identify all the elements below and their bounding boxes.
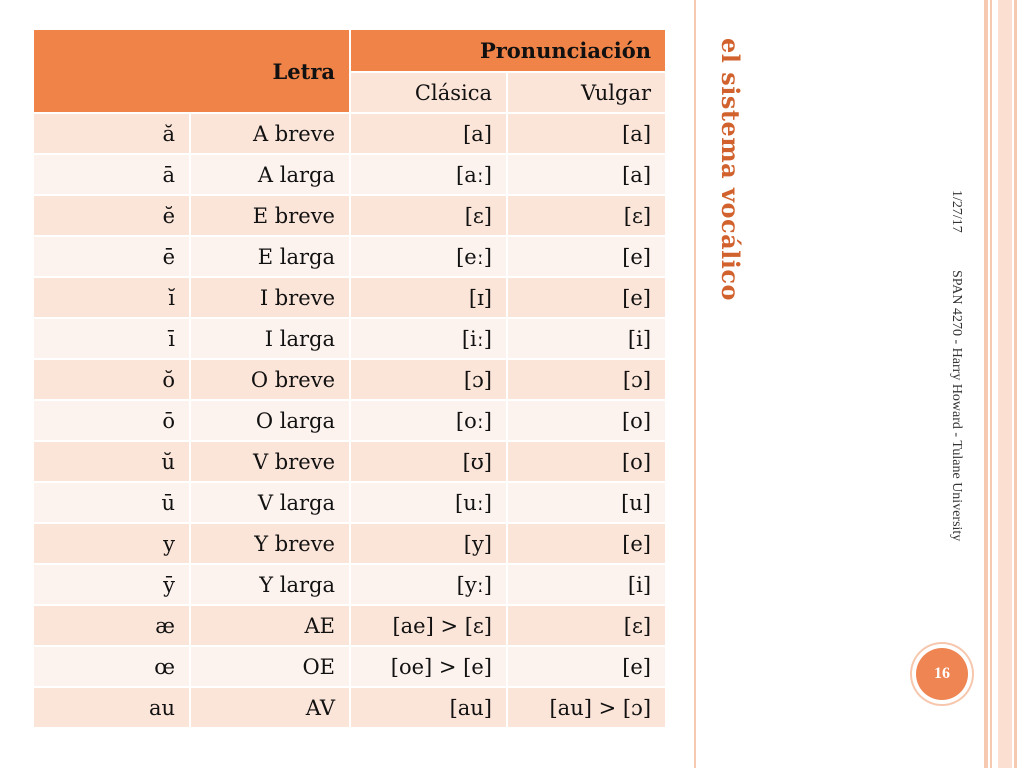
slide-date: 1/27/17 bbox=[949, 190, 964, 233]
cell-clasica: [eː] bbox=[350, 236, 507, 277]
cell-vulgar: [e] bbox=[507, 523, 665, 564]
cell-letter: ă bbox=[34, 113, 190, 154]
slide-title: el sistema vocálico bbox=[716, 38, 745, 302]
cell-vulgar: [o] bbox=[507, 400, 665, 441]
cell-letter: y bbox=[34, 523, 190, 564]
cell-vulgar: [a] bbox=[507, 154, 665, 195]
cell-vulgar: [e] bbox=[507, 277, 665, 318]
cell-letter: ŭ bbox=[34, 441, 190, 482]
cell-letter: au bbox=[34, 687, 190, 728]
table-row bbox=[34, 400, 665, 441]
edge-stripe bbox=[1014, 0, 1017, 768]
cell-clasica: [iː] bbox=[350, 318, 507, 359]
cell-letter: ȳ bbox=[34, 564, 190, 605]
cell-clasica: [ɪ] bbox=[350, 277, 507, 318]
header-letra: Letra bbox=[34, 30, 350, 113]
cell-letter: ē bbox=[34, 236, 190, 277]
table-body bbox=[34, 113, 665, 728]
header-pronunciacion: Pronunciación bbox=[350, 30, 665, 72]
table-row bbox=[34, 277, 665, 318]
divider-line bbox=[694, 0, 696, 768]
header-vulgar: Vulgar bbox=[507, 72, 665, 113]
table-row bbox=[34, 154, 665, 195]
table-row bbox=[34, 318, 665, 359]
table-row bbox=[34, 564, 665, 605]
cell-clasica: [ae] > [ɛ] bbox=[350, 605, 507, 646]
cell-name: I breve bbox=[190, 277, 350, 318]
table-row bbox=[34, 605, 665, 646]
cell-clasica: [ʊ] bbox=[350, 441, 507, 482]
table-row bbox=[34, 523, 665, 564]
cell-name: O breve bbox=[190, 359, 350, 400]
cell-name: Y breve bbox=[190, 523, 350, 564]
cell-name: AE bbox=[190, 605, 350, 646]
cell-vulgar: [ɔ] bbox=[507, 359, 665, 400]
cell-clasica: [y] bbox=[350, 523, 507, 564]
edge-stripe bbox=[998, 0, 1012, 768]
cell-clasica: [au] bbox=[350, 687, 507, 728]
cell-name: OE bbox=[190, 646, 350, 687]
cell-clasica: [aː] bbox=[350, 154, 507, 195]
cell-letter: æ bbox=[34, 605, 190, 646]
table-row bbox=[34, 236, 665, 277]
cell-clasica: [oe] > [e] bbox=[350, 646, 507, 687]
cell-name: V breve bbox=[190, 441, 350, 482]
edge-stripe bbox=[984, 0, 988, 768]
cell-letter: ĕ bbox=[34, 195, 190, 236]
cell-vulgar: [a] bbox=[507, 113, 665, 154]
cell-clasica: [oː] bbox=[350, 400, 507, 441]
cell-vulgar: [au] > [ɔ] bbox=[507, 687, 665, 728]
cell-vulgar: [o] bbox=[507, 441, 665, 482]
cell-name: AV bbox=[190, 687, 350, 728]
cell-letter: œ bbox=[34, 646, 190, 687]
cell-name: I larga bbox=[190, 318, 350, 359]
table-row bbox=[34, 687, 665, 728]
cell-clasica: [yː] bbox=[350, 564, 507, 605]
cell-letter: ō bbox=[34, 400, 190, 441]
cell-clasica: [ɛ] bbox=[350, 195, 507, 236]
cell-letter: ā bbox=[34, 154, 190, 195]
table-row bbox=[34, 113, 665, 154]
cell-letter: ŏ bbox=[34, 359, 190, 400]
cell-name: O larga bbox=[190, 400, 350, 441]
cell-name: V larga bbox=[190, 482, 350, 523]
edge-stripe bbox=[990, 0, 992, 768]
cell-name: E larga bbox=[190, 236, 350, 277]
table-row bbox=[34, 482, 665, 523]
cell-letter: ĭ bbox=[34, 277, 190, 318]
cell-vulgar: [i] bbox=[507, 564, 665, 605]
header-clasica: Clásica bbox=[350, 72, 507, 113]
cell-vulgar: [e] bbox=[507, 236, 665, 277]
cell-name: A breve bbox=[190, 113, 350, 154]
cell-vulgar: [ɛ] bbox=[507, 605, 665, 646]
table-row bbox=[34, 195, 665, 236]
cell-vulgar: [u] bbox=[507, 482, 665, 523]
table-row bbox=[34, 359, 665, 400]
table-row bbox=[34, 646, 665, 687]
cell-name: E breve bbox=[190, 195, 350, 236]
table-row bbox=[34, 441, 665, 482]
cell-name: A larga bbox=[190, 154, 350, 195]
cell-clasica: [uː] bbox=[350, 482, 507, 523]
cell-letter: ū bbox=[34, 482, 190, 523]
vowel-table bbox=[34, 30, 665, 729]
cell-vulgar: [e] bbox=[507, 646, 665, 687]
cell-vulgar: [ɛ] bbox=[507, 195, 665, 236]
cell-vulgar: [i] bbox=[507, 318, 665, 359]
cell-clasica: [ɔ] bbox=[350, 359, 507, 400]
slide-footer: SPAN 4270 - Harry Howard - Tulane University bbox=[949, 270, 964, 542]
cell-clasica: [a] bbox=[350, 113, 507, 154]
cell-letter: ī bbox=[34, 318, 190, 359]
cell-name: Y larga bbox=[190, 564, 350, 605]
page-number-badge: 16 bbox=[916, 648, 968, 700]
